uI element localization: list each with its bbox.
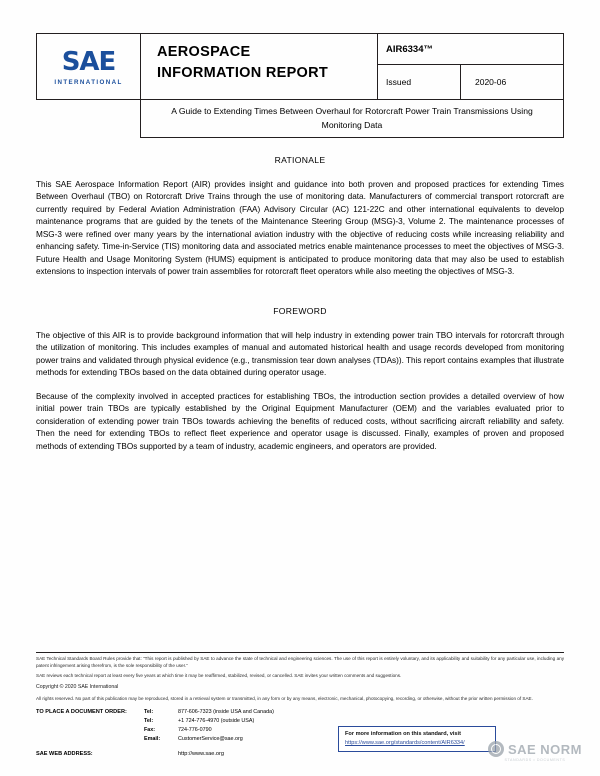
- order-contact-list: [144, 708, 358, 743]
- rationale-paragraph: This SAE Aerospace Information Report (AIR) provides insight and guidance into both proven and proposed practices for extending Times Between Overhaul (TBO) on Rotorcraft Drive Trains through the use of monitoring data. Manufacturers of commercial transport rotorcraft are currently required by Federal Aviation Administration (FAA) Advisory Circular (AC) 121-22C and other international equivalents to develop maintenance programs that are guided by the tenets of the Maintenance Steering Group (MSG)-3, Volume 2. The maintenance processes of MSG-3 were refined over many years by the international aviation industry with the objective of reducing costs while increasing reliability and enhancing safety. Time-in-Service (TIS) monitoring data and associated metrics enable maintenance processes to meet the objectives of MSG-3. Future Health and Usage Monitoring System (HUMS) equipment is anticipated to produce monitoring data that may also be used to establish extensions to inspection intervals of power train assemblies for rotorcraft fleet operators while also meeting the objectives of MSG-3.: [36, 180, 564, 277]
- footer-legal-2: SAE reviews each technical report at least every five years at which time it may be reaffirmed, stabilized, revised, or cancelled. SAE invites your written comments and suggestions.: [36, 673, 402, 679]
- footer-copyright: Copyright © 2020 SAE International: [36, 683, 119, 690]
- issued-label: Issued: [386, 77, 412, 87]
- watermark-subtext: STANDARDS • DOCUMENTS: [504, 758, 566, 762]
- foreword-paragraph-1: The objective of this AIR is to provide background information that will help industry in extending power train TBO intervals for rotorcraft through the utilization of monitoring. This includes examples of manual and automated historical health and usage records developed from monitoring power trains and validated through physical evidence (e.g., transmission tear down analyses (TDAs)). This report contains examples that illustrate methods for extending TBOs based on the data obtained during operator usage.: [36, 330, 564, 378]
- web-spacer: [144, 751, 178, 757]
- sae-logo-subtext: INTERNATIONAL: [54, 79, 123, 86]
- document-body: [36, 155, 564, 464]
- document-issued-row: [378, 65, 563, 99]
- document-type-line1: AEROSPACE: [157, 44, 251, 60]
- more-info-box: [338, 726, 496, 752]
- order-value: +1 724-776-4970 (outside USA): [178, 718, 255, 725]
- document-header: [36, 33, 564, 100]
- document-type-line2: INFORMATION REPORT: [157, 65, 329, 82]
- web-address-row: [36, 751, 564, 757]
- foreword-paragraph-2: Because of the complexity involved in accepted practices for establishing TBOs, the introduction section provides a detailed overview of how initial power train TBOs are typically established by the Original Equipment Manufacturer (OEM) and the variables evaluated prior to consideration of extending power train TBOs towards achieving the benefits of reduced costs, without sacrificing aircraft reliability and safety. Then the need for extending TBOs to reflect fleet experience and operator usage is discussed. Finally, examples of proven and proposed methods of extending TBOs supported by a team of industry, academic engineers, and operators are provided.: [36, 391, 564, 451]
- document-subtitle-box: [140, 100, 564, 138]
- foreword-heading: FOREWORD: [273, 305, 327, 316]
- order-value[interactable]: CustomerService@sae.org: [178, 735, 243, 742]
- order-value: 724-776-0790: [178, 726, 212, 733]
- rationale-heading: RATIONALE: [274, 155, 326, 165]
- document-meta-cell: [378, 34, 563, 99]
- web-address-label: SAE WEB ADDRESS:: [36, 751, 93, 758]
- more-info-title: For more information on this standard, visit: [345, 731, 461, 737]
- document-number: AIR6334™: [378, 34, 563, 65]
- web-address-value[interactable]: http://www.sae.org: [178, 751, 225, 758]
- order-value: 877-606-7323 (inside USA and Canada): [178, 709, 274, 716]
- watermark-text: SAE NORM: [507, 741, 582, 757]
- sae-logo-text: SAE: [61, 47, 116, 77]
- order-key: Email:: [144, 735, 161, 742]
- order-values-column: [178, 708, 358, 743]
- footer-rights: All rights reserved. No part of this publication may be reproduced, stored in a retrieval system or transmitted, in any form or by any means, electronic, mechanical, photocopying, recording, or otherwise, without the prior written permission of SAE.: [36, 695, 533, 701]
- more-info-link[interactable]: https://www.sae.org/standards/content/AIR6334/: [345, 740, 465, 746]
- issued-date: 2020-06: [475, 77, 507, 87]
- order-key: Fax:: [144, 726, 156, 733]
- footer-legal-1: SAE Technical Standards Board Rules provide that: “This report is published by SAE to advance the state of technical and engineering sciences. The use of this report is entirely voluntary, and its applicability and suitability for any particular use, including any patent infringement arising therefrom, is the sole responsibility of the user.”: [36, 656, 564, 668]
- order-label: TO PLACE A DOCUMENT ORDER:: [36, 709, 127, 716]
- document-type-cell: [141, 34, 378, 99]
- order-key: Tel:: [144, 718, 154, 725]
- order-key: Tel:: [144, 709, 154, 716]
- section-spacer: [36, 290, 564, 306]
- sae-logo-cell: [37, 34, 141, 99]
- document-subtitle: A Guide to Extending Times Between Overhaul for Rotorcraft Power Train Transmissions Using Monitoring Data: [171, 106, 533, 130]
- order-keys-column: [144, 708, 178, 743]
